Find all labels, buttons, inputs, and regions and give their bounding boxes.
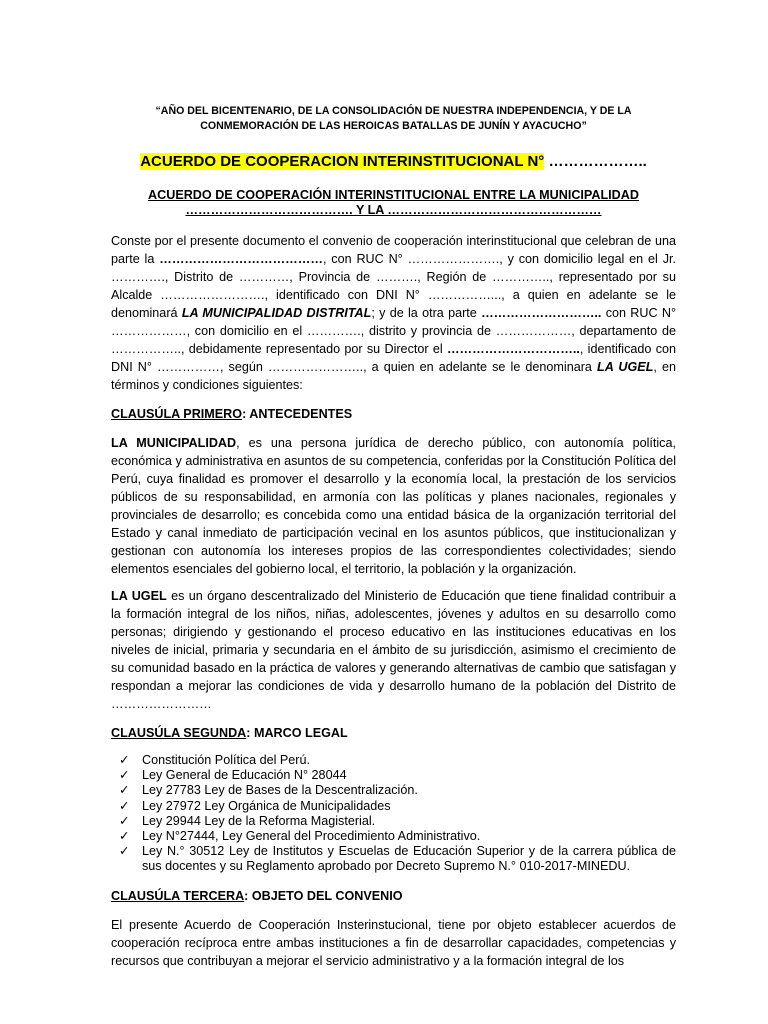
legal-framework-item [119, 753, 676, 768]
clause-suffix: : ANTECEDENTES [242, 407, 353, 421]
legal-framework-item [119, 799, 676, 814]
intro-text: ; y de la otra parte [371, 306, 482, 320]
intro-blank: ………………………….. [446, 342, 580, 356]
document-page [111, 104, 676, 970]
legal-framework-item [119, 829, 676, 844]
clause-suffix: : OBJETO DEL CONVENIO [244, 888, 403, 903]
clause-suffix: : MARCO LEGAL [246, 726, 348, 740]
clause-label: CLAUSÚLA SEGUNDA [111, 726, 247, 740]
document-title [111, 152, 676, 172]
legal-framework-item [119, 768, 676, 783]
legal-framework-item-text: Ley 29944 Ley de la Reforma Magisterial. [142, 813, 376, 828]
legal-framework-item [119, 844, 676, 874]
title-number-dots: ……………….. [544, 153, 647, 170]
legal-framework-item-text: Constitución Política del Perú. [142, 753, 311, 767]
intro-blank: ………………………………… [159, 252, 323, 266]
intro-text: con RUC N° ………………, con domicilio en el …………., distrito y provincia de ………………, departamento de …………….., debidamente representado por su Director el [111, 306, 677, 356]
clause-3-heading [111, 887, 676, 905]
checkmark-icon: ✓ [119, 813, 130, 828]
intro-text: , identificado con DNI N° ……………, según ………………….., a quien en adelante se le denominara [111, 342, 676, 374]
clause-1-paragraph-2 [111, 587, 676, 713]
agreement-subtitle [111, 188, 676, 218]
checkmark-icon: ✓ [119, 768, 130, 783]
clause-3-paragraph-1: El presente Acuerdo de Cooperación Insterinstucional, tiene por objeto establecer acuerdos de cooperación recíproca entre ambas instituciones a fin de desarrollar capacidades, competencias y recursos que contribuyan a mejorar el servicio administrativo y a la formación integral de los [111, 917, 676, 968]
clause-label: CLAUSÚLA PRIMERO [111, 407, 243, 421]
subtitle-line-2: …………………………………. Y LA …………………………………………… [185, 203, 602, 217]
legal-framework-item [119, 814, 676, 829]
legal-framework-item-text: Ley 27972 Ley Orgánica de Municipalidades [142, 798, 391, 813]
legal-framework-item-text: Ley N.° 30512 Ley de Institutos y Escuelas de Educación Superior y de la carrera pública de sus docentes y su Reglamento aprobado por Decreto Supremo N.° 010-2017-MINEDU. [142, 844, 676, 874]
legal-framework-item-text: Ley 27783 Ley de Bases de la Descentralización. [142, 783, 418, 798]
clause-label: CLAUSÚLA TERCERA [111, 888, 245, 903]
motto-line-2: CONMEMORACIÓN DE LAS HEROICAS BATALLAS DE JUNÍN Y AYACUCHO” [200, 120, 587, 132]
legal-framework-list [111, 753, 676, 875]
title-highlighted: ACUERDO DE COOPERACION INTERINSTITUCIONAL N° [140, 153, 545, 170]
intro-paragraph [111, 232, 676, 394]
paragraph-text: , es una persona jurídica de derecho público, con autonomía política, económica y administrativa en asuntos de su competencia, conferidas por la Constitución Política del Perú, cuya finalidad es promover el desarrollo y la economía local, la prestación de los servicios públicos de su responsabilidad, en armonía con las políticas y planes nacionales, regionales y provinciales de desarrollo; es concebida como una entidad básica de la organización territorial del Estado y canal inmediato de participación vecinal en los asuntos públicos, que institucionalizan y gestionan con autonomía los intereses propios de las correspondientes colectividades; siendo elementos esenciales del gobierno local, el territorio, la población y la organización. [111, 436, 676, 576]
checkmark-icon: ✓ [119, 753, 130, 767]
intro-text: , con RUC N° …………………., y con domicilio legal en el Jr. …………., Distrito de …………, Provincia de ………., Región de ………….., representado por su Alcalde ……………………., identificado con DNI N° ……………..., a quien en adelante se le denominará [111, 252, 676, 320]
year-motto [111, 104, 676, 134]
legal-framework-item-text: Ley N°27444, Ley General del Procedimiento Administrativo. [142, 829, 481, 844]
clause-1-paragraph-1 [111, 434, 676, 578]
checkmark-icon: ✓ [119, 798, 130, 813]
intro-blank: ……………………….. [481, 306, 602, 320]
party-name-municipalidad: LA MUNICIPALIDAD DISTRITAL [181, 306, 372, 320]
intro-text: Conste por el presente documento el convenio de cooperación interinstitucional que celebran de una parte la [111, 234, 676, 266]
paragraph-text: es un órgano descentralizado del Ministerio de Educación que tiene finalidad contribuir a la formación integral de los niños, niñas, adolescentes, jóvenes y adultos en su desarrollo como personas; dirigiendo y gestionando el proceso educativo en las instituciones educativas en los niveles de inicial, primaria y secundaria en el ámbito de su jurisdicción, asimismo el crecimiento de su comunidad basado en la práctica de valores y generando alternativas de cambio que satisfagan y respondan a mejorar las condiciones de vida y desarrollo humano de la población del Distrito de …………………… [111, 589, 676, 711]
subtitle-line-1: ACUERDO DE COOPERACIÓN INTERINSTITUCIONAL ENTRE LA MUNICIPALIDAD [148, 188, 639, 202]
party-name-ugel: LA UGEL [597, 360, 654, 374]
legal-framework-item-text: Ley General de Educación N° 28044 [142, 768, 347, 783]
motto-line-1: “AÑO DEL BICENTENARIO, DE LA CONSOLIDACIÓN DE NUESTRA INDEPENDENCIA, Y DE LA [155, 105, 632, 117]
paragraph-lead: LA UGEL [111, 589, 167, 603]
legal-framework-item [119, 783, 676, 798]
clause-1-heading [111, 405, 676, 423]
intro-text: , en términos y condiciones siguientes: [111, 360, 676, 392]
checkmark-icon: ✓ [119, 844, 130, 859]
paragraph-lead: LA MUNICIPALIDAD [111, 436, 237, 450]
checkmark-icon: ✓ [119, 783, 130, 798]
clause-2-heading [111, 724, 676, 742]
checkmark-icon: ✓ [119, 829, 130, 844]
